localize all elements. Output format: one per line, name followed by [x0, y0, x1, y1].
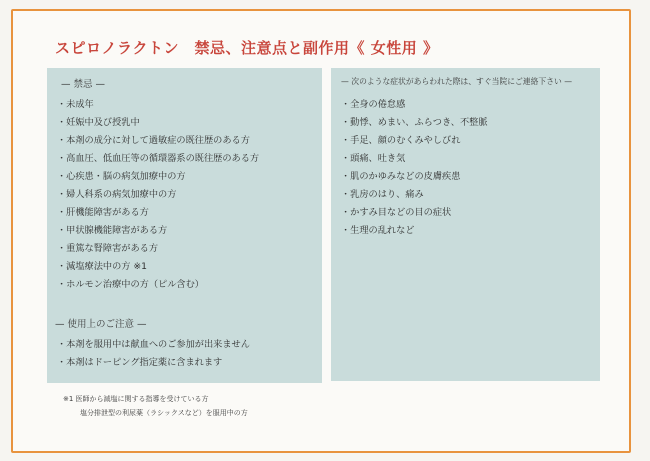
contraindications-heading: — 禁忌 —	[61, 79, 106, 90]
side-effects-list	[341, 96, 488, 240]
list-item: ・頭痛、吐き気	[341, 153, 406, 164]
list-item: ・全身の倦怠感	[341, 99, 406, 110]
list-item: ・かすみ目などの目の症状	[341, 207, 452, 218]
list-item: ・本剤を服用中は献血へのご参加が出来ません	[57, 339, 250, 350]
list-item: ・肌のかゆみなどの皮膚疾患	[341, 171, 461, 182]
list-item: ・未成年	[57, 99, 94, 110]
list-item: ・減塩療法中の方 ※1	[57, 261, 147, 272]
contraindications-panel	[47, 68, 322, 383]
list-item: ・乳房のはり、痛み	[341, 189, 424, 200]
list-item: ・ホルモン治療中の方（ピル含む）	[57, 279, 204, 290]
side-effects-panel	[331, 68, 600, 381]
usage-precautions-list	[57, 336, 250, 372]
page-title: スピロノラクトン 禁忌、注意点と副作用《 女性用 》	[55, 39, 439, 57]
list-item: ・婦人科系の病気加療中の方	[57, 189, 177, 200]
footnote-line-2: 塩分排泄型の利尿薬（ラシックスなど）を服用中の方	[80, 409, 248, 417]
list-item: ・高血圧、低血圧等の循環器系の既往歴のある方	[57, 153, 260, 164]
side-effects-heading: — 次のような症状があらわれた際は、すぐ当院にご連絡下さい —	[341, 77, 573, 86]
usage-precautions-heading: — 使用上のご注意 —	[55, 319, 147, 330]
list-item: ・甲状腺機能障害がある方	[57, 225, 168, 236]
list-item: ・重篤な腎障害がある方	[57, 243, 159, 254]
contraindications-list	[57, 96, 259, 294]
footnote-line-1: ※1 医師から減塩に関する指導を受けている方	[63, 395, 209, 403]
list-item: ・動悸、めまい、ふらつき、不整脈	[341, 117, 488, 128]
list-item: ・肝機能障害がある方	[57, 207, 149, 218]
list-item: ・心疾患・脳の病気加療中の方	[57, 171, 186, 182]
list-item: ・妊娠中及び授乳中	[57, 117, 140, 128]
list-item: ・生理の乱れなど	[341, 225, 415, 236]
list-item: ・本剤はドーピング指定薬に含まれます	[57, 357, 223, 368]
list-item: ・本剤の成分に対して過敏症の既往歴のある方	[57, 135, 250, 146]
list-item: ・手足、顔のむくみやしびれ	[341, 135, 461, 146]
